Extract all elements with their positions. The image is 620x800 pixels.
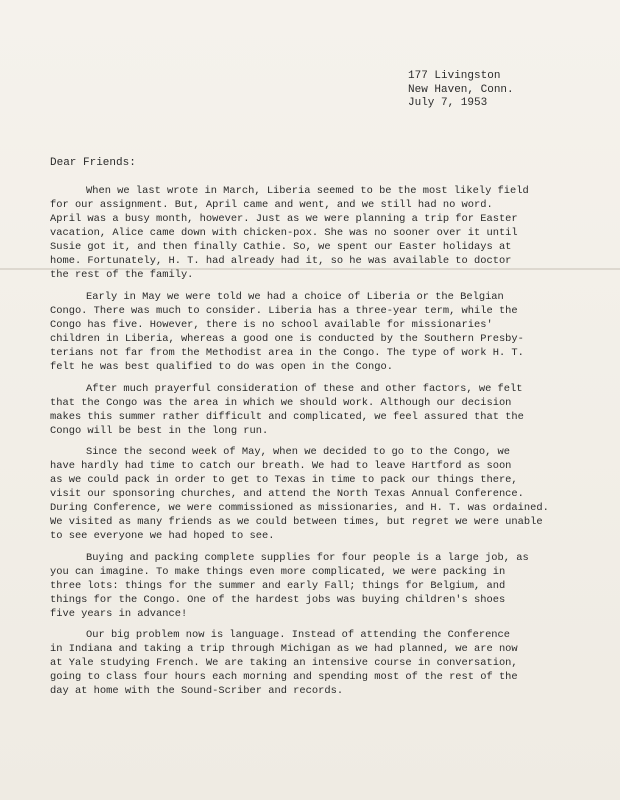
address-city: New Haven, Conn. xyxy=(408,83,514,96)
letter-date: July 7, 1953 xyxy=(408,97,488,109)
paragraph-line: Susie got it, and then finally Cathie. So, we spent our Easter holidays at xyxy=(50,241,512,253)
paragraph-line: Our big problem now is language. Instead of attending the Conference xyxy=(86,629,511,641)
paragraph-line: We visited as many friends as we could between times, but regret we were unable xyxy=(50,516,543,528)
paragraph-line: to see everyone we had hoped to see. xyxy=(50,530,275,542)
paragraph-line: When we last wrote in March, Liberia seemed to be the most likely field xyxy=(86,185,529,197)
paragraph-line: for our assignment. But, April came and went, and we still had no word. xyxy=(50,199,493,211)
paragraph-1 xyxy=(50,184,595,282)
paragraph-line: children in Liberia, whereas a good one is conducted by the Southern Presby- xyxy=(50,333,524,345)
paragraph-line: home. Fortunately, H. T. had already had it, so he was available to doctor xyxy=(50,255,512,267)
paragraph-line: three lots: things for the summer and early Fall; things for Belgium, and xyxy=(50,580,506,592)
paragraph-line: Since the second week of May, when we decided to go to the Congo, we xyxy=(86,446,511,458)
paragraph-line: you can imagine. To make things even more complicated, we were packing in xyxy=(50,566,506,578)
paragraph-2 xyxy=(50,290,595,374)
paragraph-line: things for the Congo. One of the hardest jobs was buying children's shoes xyxy=(50,594,506,606)
paragraph-3 xyxy=(50,382,595,438)
return-address xyxy=(408,70,514,111)
paragraph-4 xyxy=(50,445,595,543)
paragraph-line: During Conference, we were commissioned as missionaries, and H. T. was ordained. xyxy=(50,502,549,514)
paragraph-line: April was a busy month, however. Just as we were planning a trip for Easter xyxy=(50,213,518,225)
paragraph-line: day at home with the Sound-Scriber and records. xyxy=(50,685,344,697)
paragraph-line: have hardly had time to catch our breath. We had to leave Hartford as soon xyxy=(50,460,512,472)
paragraph-6 xyxy=(50,628,595,698)
paragraph-line: felt he was best qualified to do was open in the Congo. xyxy=(50,361,393,373)
salutation: Dear Friends: xyxy=(50,157,136,169)
paragraph-line: at Yale studying French. We are taking an intensive course in conversation, xyxy=(50,657,518,669)
paragraph-line: that the Congo was the area in which we should work. Although our decision xyxy=(50,397,512,409)
paragraph-line: vacation, Alice came down with chicken-pox. She was no sooner over it until xyxy=(50,227,518,239)
paragraph-line: Buying and packing complete supplies for four people is a large job, as xyxy=(86,552,529,564)
paragraph-line: visit our sponsoring churches, and attend the North Texas Annual Conference. xyxy=(50,488,524,500)
paragraph-line: going to class four hours each morning and spending most of the rest of the xyxy=(50,671,518,683)
paragraph-5 xyxy=(50,551,595,621)
paragraph-line: After much prayerful consideration of these and other factors, we felt xyxy=(86,383,523,395)
paragraph-line: the rest of the family. xyxy=(50,269,194,281)
paragraph-line: in Indiana and taking a trip through Michigan as we had planned, we are now xyxy=(50,643,518,655)
paragraph-line: five years in advance! xyxy=(50,608,188,620)
paragraph-line: terians not far from the Methodist area in the Congo. The type of work H. T. xyxy=(50,347,524,359)
paragraph-line: as we could pack in order to get to Texas in time to pack our things there, xyxy=(50,474,518,486)
paragraph-line: Congo will be best in the long run. xyxy=(50,425,269,437)
paragraph-line: makes this summer rather difficult and complicated, we feel assured that the xyxy=(50,411,524,423)
paragraph-line: Congo. There was much to consider. Liberia has a three-year term, while the xyxy=(50,305,518,317)
paragraph-line: Congo has five. However, there is no school available for missionaries' xyxy=(50,319,493,331)
paragraph-line: Early in May we were told we had a choice of Liberia or the Belgian xyxy=(86,291,504,303)
address-street: 177 Livingston xyxy=(408,70,501,82)
